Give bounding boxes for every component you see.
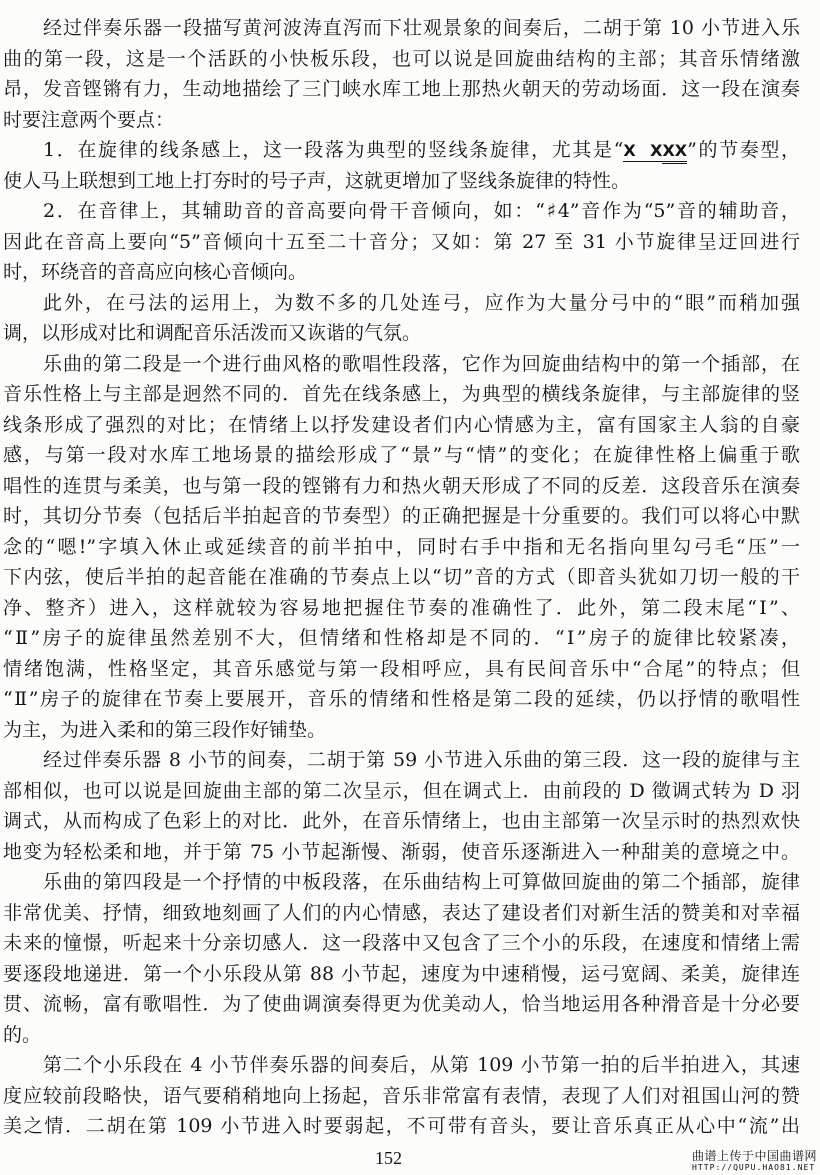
paragraph — [3, 349, 800, 746]
text-line: 地变为轻松柔和地，并于第 75 小节起渐慢、渐弱，使音乐逐渐进入一种甜美的意境之中。 — [3, 840, 800, 863]
paragraph — [3, 13, 800, 135]
rhythm-notation: X X — [623, 141, 663, 160]
text-line: 贯、流畅，富有歌唱性．为了使曲调演奏得更为优美动人，恰当地运用各种滑音是十分必要 — [3, 993, 800, 1015]
text-line: 度应较前段略快，语气要稍稍地向上扬起，音乐非常富有表情，表现了人们对祖国山河的赞 — [3, 1084, 800, 1107]
paragraph — [3, 288, 800, 349]
text-line: 非常优美、抒情，细致地刻画了人们的内心情感，表达了建设者们对新生活的赞美和对幸福 — [3, 901, 800, 924]
text-line: 感，与第一段对水库工地场景的描绘形成了“景”与“情”的变化；在旋律性格上偏重于歌 — [3, 444, 800, 466]
text-line — [3, 135, 800, 166]
text-line: 未来的憧憬，听起来十分亲切感人．这一段落中又包含了三个小的乐段，在速度和情绪上需 — [3, 932, 800, 954]
text-segment: 1．在旋律的线条感上，这一段落为典型的竖线条旋律，尤其是“ — [43, 139, 624, 161]
text-line: 部相似，也可以说是回旋曲主部的第二次呈示，但在调式上．由前段的 D 徵调式转为 D 羽 — [3, 779, 800, 802]
watermark-url: HTTP://QUPU.HAO81.NET — [692, 1163, 816, 1172]
text-line: 乐曲的第四段是一个抒情的中板段落，在乐曲结构上可算做回旋曲的第二个插部，旋律 — [43, 871, 800, 893]
text-line: 曲的第一段，这是一个活跃的小快板乐段，也可以说是回旋曲结构的主部；其音乐情绪激 — [3, 47, 800, 70]
text-line: 乐曲的第二段是一个进行曲风格的歌唱性段落，它作为回旋曲结构中的第一个插部，在 — [43, 352, 800, 375]
text-line: 美之情．二胡在第 109 小节进入时要弱起，不可带有音头，要让音乐真正从心中“流”出 — [3, 1115, 800, 1137]
text-line: 2．在音律上，其辅助音的音高要向骨干音倾向，如：“♯4”音作为“5”音的辅助音， — [43, 200, 800, 222]
text-line: 线条形成了强烈的对比；在情绪上以抒发建设者们内心情感为主，富有国家主人翁的自豪 — [3, 413, 800, 436]
text-line: 的。 — [3, 1023, 42, 1046]
text-line: “Ⅱ”房子的旋律虽然差别不大，但情绪和性格却是不同的．“Ⅰ”房子的旋律比较紧凑， — [3, 627, 800, 649]
text-line: 经过伴奏乐器 8 小节的间奏，二胡于第 59 小节进入乐曲的第三段．这一段的旋律与主 — [43, 749, 800, 771]
paragraph — [3, 196, 800, 288]
text-line: 调式，从而构成了色彩上的对比．此外，在音乐情绪上，也由主部第一次呈示时的热烈欢快 — [3, 810, 800, 832]
text-line: 时，其切分节奏（包括后半拍起音的节奏型）的正确把握是十分重要的。我们可以将心中默 — [3, 505, 800, 527]
text-line: 要逐段地递进．第一个小乐段从第 88 小节起，速度为中速稍慢，运弓宽阔、柔美，旋律连 — [3, 962, 800, 985]
paragraph — [3, 867, 800, 1050]
text-line: 时要注意两个要点： — [3, 108, 175, 131]
text-line: 调，以形成对比和调配音乐活泼而又诙谐的气氛。 — [3, 322, 422, 344]
body-text — [3, 13, 800, 1142]
text-line: 此外，在弓法的运用上，为数不多的几处连弓，应作为大量分弓中的“眼”而稍加强 — [43, 291, 800, 314]
text-line: 唱性的连贯与柔美，也与第一段的铿锵有力和热火朝天形成了不同的反差．这段音乐在演奏 — [3, 474, 800, 497]
text-line: 昂，发音铿锵有力，生动地描绘了三门峡水库工地上那热火朝天的劳动场面．这一段在演奏 — [3, 78, 800, 100]
text-line: 使人马上联想到工地上打夯时的号子声，这就更增加了竖线条旋律的特性。 — [3, 169, 631, 192]
text-line: 下内弦，使后半拍的起音能在准确的节奏点上以“切”音的方式（即音头犹如刀切一般的干 — [3, 566, 800, 588]
paragraph — [3, 745, 800, 867]
text-line: “Ⅱ”房子的旋律在节奏上要展开，音乐的情绪和性格是第二段的延续，仍以抒情的歌唱性 — [3, 688, 800, 710]
text-line: 经过伴奏乐器一段描写黄河波涛直泻而下壮观景象的间奏后，二胡于第 10 小节进入乐 — [43, 17, 800, 39]
text-line: 情绪饱满，性格坚定，其音乐感觉与第一段相呼应，具有民间音乐中“合尾”的特点；但 — [3, 657, 800, 680]
text-line: 音乐性格上与主部是迥然不同的．首先在线条感上，为典型的横线条旋律，与主部旋律的竖 — [3, 383, 800, 405]
text-line: 第二个小乐段在 4 小节伴奏乐器的间奏后，从第 109 小节第一拍的后半拍进入，其速 — [43, 1054, 800, 1076]
text-line: 念的“嗯!”字填入休止或延续音的前半拍中，同时右手中指和无名指向里勾弓毛“压”一 — [3, 535, 800, 558]
paragraph — [3, 1050, 800, 1142]
watermark — [692, 1149, 820, 1173]
text-line: 因此在音高上要向“5”音倾向十五至二十音分；又如：第 27 至 31 小节旋律呈迂回进行 — [3, 230, 800, 253]
page-number: 152 — [375, 1148, 402, 1168]
text-line: 为主，为进入柔和的第三段作好铺垫。 — [3, 718, 327, 741]
text-segment: ”的节奏型， — [687, 139, 800, 161]
rhythm-notation: XX — [662, 141, 687, 164]
watermark-site-name: 曲谱上传于中国曲谱网 — [692, 1149, 818, 1163]
paragraph — [3, 135, 800, 196]
text-line: 净、整齐）进入，这样就较为容易地把握住节奏的准确性了．此外，第二段末尾“Ⅰ”、 — [3, 596, 800, 619]
text-line: 时，环绕音的音高应向核心音倾向。 — [3, 261, 308, 283]
